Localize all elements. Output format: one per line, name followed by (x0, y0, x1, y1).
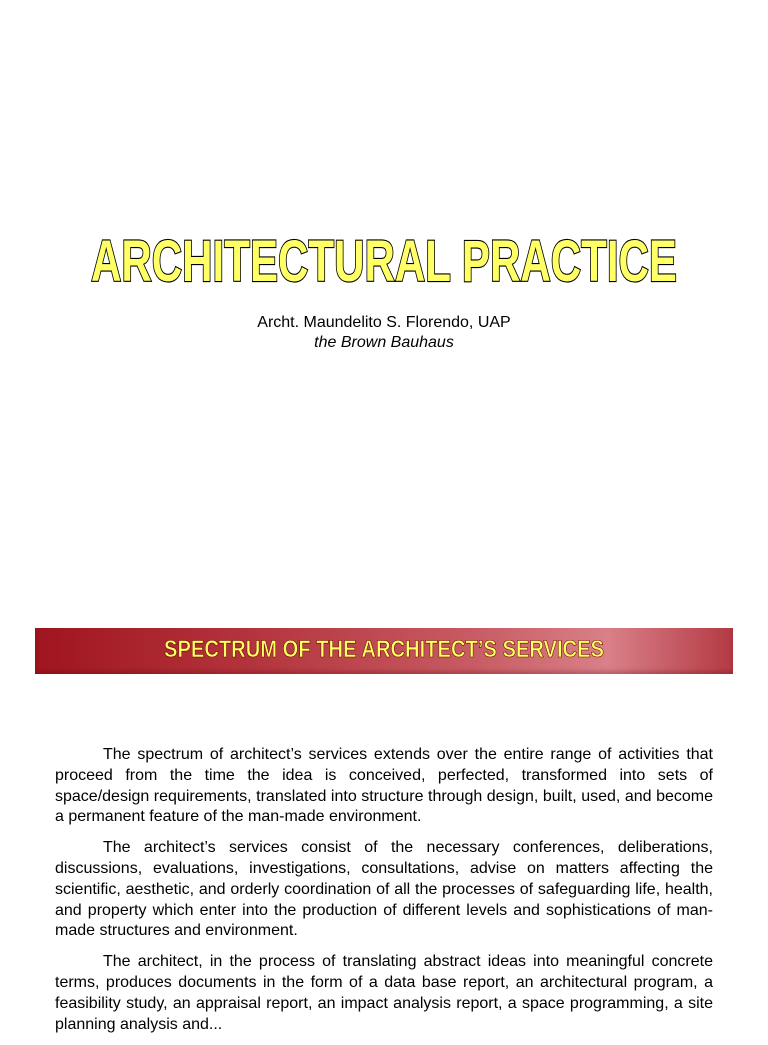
author-affiliation: the Brown Bauhaus (314, 334, 454, 351)
author-name: Archt. Maundelito S. Florendo, UAP (257, 314, 511, 331)
section-heading: SPECTRUM OF THE ARCHITECT’S SERVICES (164, 636, 604, 663)
section-banner (35, 628, 733, 674)
body-text (55, 745, 713, 1045)
author-block (0, 313, 768, 353)
document-title (0, 222, 768, 292)
document-title-text: ARCHITECTURAL PRACTICE (91, 229, 677, 294)
paragraph: The spectrum of architect’s services extends over the entire range of activities that proceed from the time the idea is conceived, perfected, transformed into sets of space/design requirements, translated into structure through design, built, used, and become a permanent feature of the man-made environment. (55, 746, 713, 826)
paragraph: The architect’s services consist of the necessary conferences, deliberations, discussions, evaluations, investigations, consultations, advise on matters affecting the scientific, aesthetic, and orderly coordination of all the processes of safeguarding life, health, and property which enter into the production of different levels and sophistications of man-made structures and environment. (55, 839, 713, 940)
paragraph: The architect, in the process of translating abstract ideas into meaningful concrete terms, produces documents in the form of a data base report, an architectural program, a feasibility study, an appraisal report, an impact analysis report, a space programming, a site planning analysis and... (55, 953, 713, 1033)
